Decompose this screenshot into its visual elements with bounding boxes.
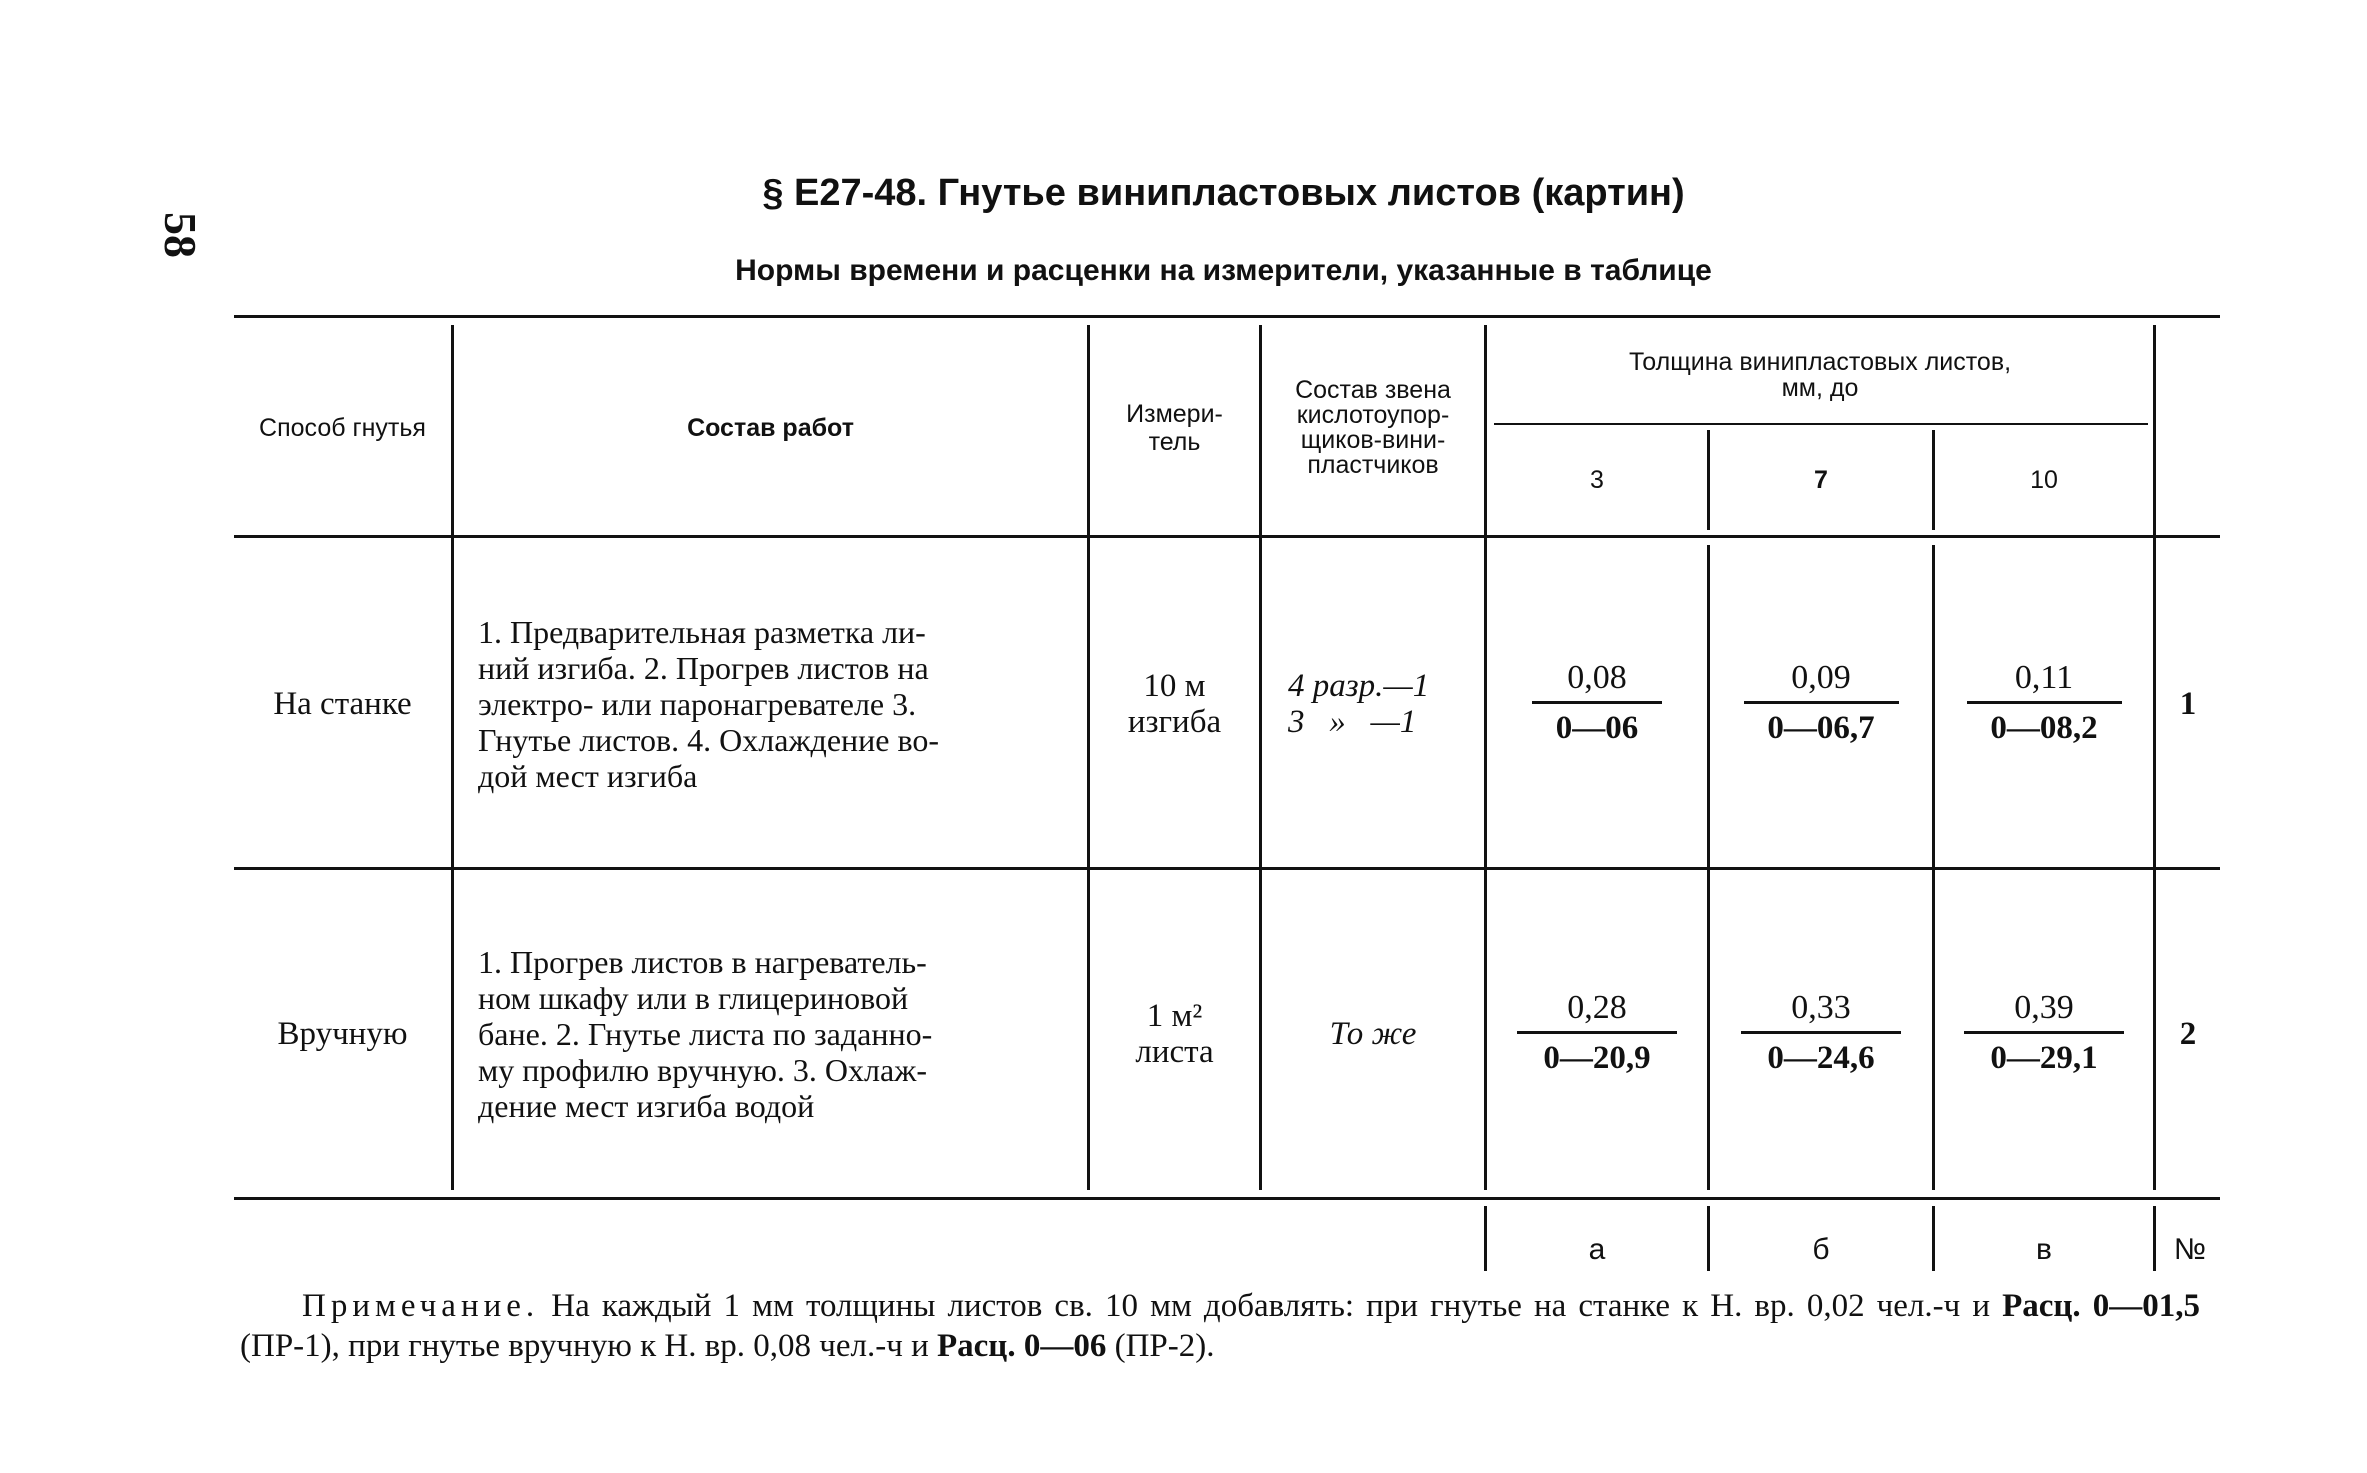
note-label: Примечание. (302, 1288, 540, 1324)
row2-value-7: $\frac{0,33}{0—24,6}$ (1710, 870, 1932, 1197)
header-thickness-7: 7 (1814, 466, 1828, 494)
table-note (240, 1286, 2200, 1366)
row1-work: 1. Предварительная разметка ли- ний изгиба. 2. Прогрев листов на электро- или паронагревателе 3. Гнутье листов. 4. Охлаждение во- дой мест изгиба (478, 613, 940, 794)
header-unit: Измери- тель (1126, 399, 1223, 456)
row1-value-7: $\frac{0,09}{0—06,7}$ (1710, 540, 1932, 867)
row1-value-10: $\frac{0,11}{0—08,2}$ (1935, 540, 2153, 867)
table-bottom-rule (234, 1197, 2220, 1200)
footer-label-b: б (1812, 1233, 1830, 1266)
row1-crew: 4 разр.—1 3 » —1 (1288, 667, 1430, 740)
footer-label-a: а (1588, 1233, 1606, 1266)
page-number: 58 (155, 212, 206, 258)
row2-crew: То же (1329, 1015, 1417, 1052)
note-text-1: На каждый 1 мм толщины листов св. 10 мм добавлять: при гнутье на станке к Н. вр. 0,02 чел.-ч и (539, 1288, 2003, 1324)
header-method: Способ гнутья (259, 413, 426, 442)
row1-method: На станке (273, 685, 412, 722)
note-rate-2: Расц. 0—06 (937, 1328, 1107, 1364)
header-crew: Состав звена кислотоупор- щиков-вини- пластчиков (1295, 375, 1451, 479)
note-text-3: (ПР-2). (1106, 1328, 1215, 1364)
row1-number: 1 (2179, 685, 2197, 722)
header-thickness-10: 10 (2030, 466, 2058, 494)
row2-value-3: $\frac{0,28}{0—20,9}$ (1487, 870, 1707, 1197)
table-top-rule (234, 315, 2220, 318)
note-rate-1: Расц. 0—01,5 (2002, 1288, 2200, 1324)
row2-value-10: $\frac{0,39}{0—29,1}$ (1935, 870, 2153, 1197)
thickness-divider-rule (1494, 423, 2148, 425)
header-thickness: Толщина винипластовых листов, мм, до (1628, 348, 2012, 402)
row2-number: 2 (2179, 1015, 2197, 1052)
footer-label-c: в (2036, 1233, 2052, 1266)
header-work: Состав работ (687, 413, 854, 442)
section-subtitle: Нормы времени и расценки на измерители, указанные в таблице (735, 254, 1712, 287)
row2-unit: 1 м² листа (1135, 997, 1214, 1070)
section-title: § Е27-48. Гнутье винипластовых листов (картин) (762, 172, 1685, 214)
row1-unit: 10 м изгиба (1127, 667, 1222, 740)
footer-label-number: № (2173, 1233, 2207, 1266)
row2-method: Вручную (277, 1015, 408, 1052)
note-text-2: (ПР-1), при гнутье вручную к Н. вр. 0,08 чел.-ч и (240, 1328, 937, 1364)
row1-value-3: $\frac{0,08}{0—06}$ (1487, 540, 1707, 867)
header-thickness-3: 3 (1590, 466, 1604, 494)
header-bottom-rule (234, 535, 2220, 538)
footer-divider-4 (2153, 1206, 2156, 1271)
row2-work: 1. Прогрев листов в нагреватель- ном шкафу или в глицериновой бане. 2. Гнутье листа по заданно- му профилю вручную. 3. Охлаж- дение мест изгиба водой (478, 943, 933, 1124)
